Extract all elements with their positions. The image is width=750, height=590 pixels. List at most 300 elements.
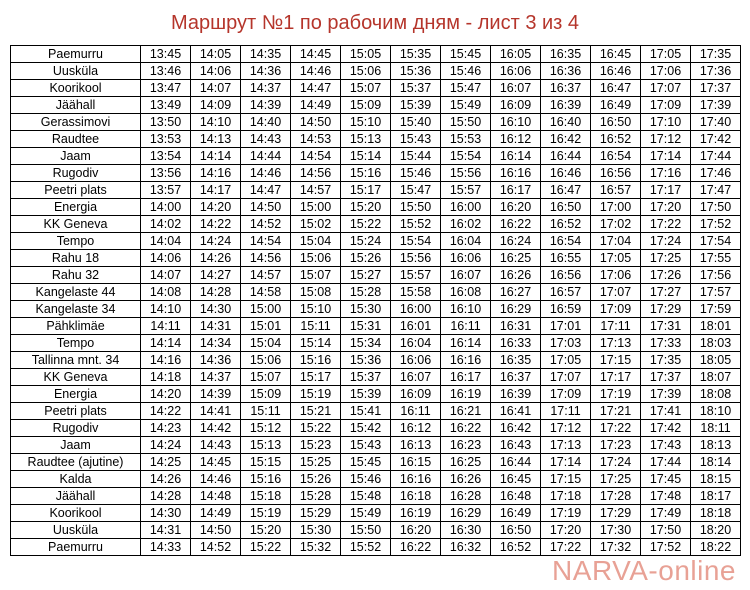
departure-time-cell: 17:46 [691, 165, 741, 182]
stop-name-cell: Peetri plats [11, 403, 141, 420]
departure-time-cell: 15:47 [441, 80, 491, 97]
departure-time-cell: 16:09 [391, 386, 441, 403]
watermark-part1: NARVA- [552, 555, 659, 586]
table-row [11, 369, 741, 386]
departure-time-cell: 14:40 [241, 114, 291, 131]
departure-time-cell: 14:28 [191, 284, 241, 301]
stop-name-cell: Paemurru [11, 46, 141, 63]
table-row [11, 488, 741, 505]
departure-time-cell: 15:56 [441, 165, 491, 182]
departure-time-cell: 14:43 [191, 437, 241, 454]
departure-time-cell: 16:20 [491, 199, 541, 216]
departure-time-cell: 15:41 [341, 403, 391, 420]
departure-time-cell: 14:46 [291, 63, 341, 80]
departure-time-cell: 16:31 [491, 318, 541, 335]
departure-time-cell: 17:19 [591, 386, 641, 403]
table-row [11, 522, 741, 539]
departure-time-cell: 17:33 [641, 335, 691, 352]
table-row [11, 318, 741, 335]
departure-time-cell: 15:16 [341, 165, 391, 182]
departure-time-cell: 13:45 [141, 46, 191, 63]
departure-time-cell: 14:50 [291, 114, 341, 131]
departure-time-cell: 13:49 [141, 97, 191, 114]
departure-time-cell: 16:15 [391, 454, 441, 471]
departure-time-cell: 15:53 [441, 131, 491, 148]
departure-time-cell: 14:08 [141, 284, 191, 301]
departure-time-cell: 17:47 [691, 182, 741, 199]
departure-time-cell: 16:16 [391, 471, 441, 488]
departure-time-cell: 15:34 [341, 335, 391, 352]
departure-time-cell: 16:27 [491, 284, 541, 301]
departure-time-cell: 16:49 [491, 505, 541, 522]
departure-time-cell: 15:06 [341, 63, 391, 80]
departure-time-cell: 17:07 [541, 369, 591, 386]
departure-time-cell: 15:06 [241, 352, 291, 369]
departure-time-cell: 17:12 [541, 420, 591, 437]
departure-time-cell: 14:52 [191, 539, 241, 556]
departure-time-cell: 16:22 [491, 216, 541, 233]
departure-time-cell: 15:54 [391, 233, 441, 250]
departure-time-cell: 13:54 [141, 148, 191, 165]
departure-time-cell: 15:26 [341, 250, 391, 267]
departure-time-cell: 16:45 [491, 471, 541, 488]
departure-time-cell: 18:22 [691, 539, 741, 556]
departure-time-cell: 17:17 [591, 369, 641, 386]
departure-time-cell: 15:22 [291, 420, 341, 437]
table-row [11, 165, 741, 182]
departure-time-cell: 16:28 [441, 488, 491, 505]
departure-time-cell: 17:35 [641, 352, 691, 369]
table-row [11, 471, 741, 488]
departure-time-cell: 15:32 [291, 539, 341, 556]
departure-time-cell: 14:42 [191, 420, 241, 437]
stop-name-cell: Jäähall [11, 488, 141, 505]
departure-time-cell: 14:33 [141, 539, 191, 556]
departure-time-cell: 15:52 [391, 216, 441, 233]
stop-name-cell: Kangelaste 44 [11, 284, 141, 301]
table-row [11, 420, 741, 437]
departure-time-cell: 16:49 [591, 97, 641, 114]
departure-time-cell: 15:39 [391, 97, 441, 114]
departure-time-cell: 15:49 [341, 505, 391, 522]
departure-time-cell: 17:11 [541, 403, 591, 420]
departure-time-cell: 14:04 [141, 233, 191, 250]
departure-time-cell: 16:22 [391, 539, 441, 556]
departure-time-cell: 17:24 [591, 454, 641, 471]
departure-time-cell: 17:19 [541, 505, 591, 522]
departure-time-cell: 15:17 [291, 369, 341, 386]
departure-time-cell: 17:24 [641, 233, 691, 250]
departure-time-cell: 16:06 [491, 63, 541, 80]
departure-time-cell: 16:17 [491, 182, 541, 199]
departure-time-cell: 15:04 [291, 233, 341, 250]
departure-time-cell: 16:00 [441, 199, 491, 216]
stop-name-cell: Peetri plats [11, 182, 141, 199]
departure-time-cell: 17:07 [591, 284, 641, 301]
departure-time-cell: 17:09 [591, 301, 641, 318]
departure-time-cell: 15:44 [391, 148, 441, 165]
departure-time-cell: 17:28 [591, 488, 641, 505]
departure-time-cell: 14:50 [241, 199, 291, 216]
departure-time-cell: 17:45 [641, 471, 691, 488]
departure-time-cell: 15:16 [241, 471, 291, 488]
departure-time-cell: 14:36 [191, 352, 241, 369]
departure-time-cell: 15:20 [341, 199, 391, 216]
departure-time-cell: 16:52 [541, 216, 591, 233]
departure-time-cell: 16:11 [391, 403, 441, 420]
departure-time-cell: 14:45 [191, 454, 241, 471]
departure-time-cell: 15:06 [291, 250, 341, 267]
departure-time-cell: 15:28 [291, 488, 341, 505]
departure-time-cell: 14:17 [191, 182, 241, 199]
departure-time-cell: 14:06 [191, 63, 241, 80]
departure-time-cell: 14:14 [141, 335, 191, 352]
departure-time-cell: 16:29 [441, 505, 491, 522]
departure-time-cell: 17:18 [541, 488, 591, 505]
departure-time-cell: 17:22 [591, 420, 641, 437]
departure-time-cell: 14:05 [191, 46, 241, 63]
departure-time-cell: 17:00 [591, 199, 641, 216]
departure-time-cell: 17:29 [591, 505, 641, 522]
departure-time-cell: 18:17 [691, 488, 741, 505]
departure-time-cell: 13:53 [141, 131, 191, 148]
departure-time-cell: 14:16 [191, 165, 241, 182]
departure-time-cell: 15:23 [291, 437, 341, 454]
departure-time-cell: 15:14 [291, 335, 341, 352]
departure-time-cell: 17:48 [641, 488, 691, 505]
departure-time-cell: 16:40 [541, 114, 591, 131]
departure-time-cell: 17:05 [591, 250, 641, 267]
table-row [11, 199, 741, 216]
table-row [11, 216, 741, 233]
departure-time-cell: 15:36 [391, 63, 441, 80]
departure-time-cell: 17:26 [641, 267, 691, 284]
departure-time-cell: 17:22 [541, 539, 591, 556]
departure-time-cell: 17:09 [541, 386, 591, 403]
departure-time-cell: 17:02 [591, 216, 641, 233]
departure-time-cell: 14:10 [141, 301, 191, 318]
departure-time-cell: 16:07 [491, 80, 541, 97]
departure-time-cell: 16:33 [491, 335, 541, 352]
departure-time-cell: 16:12 [491, 131, 541, 148]
departure-time-cell: 18:20 [691, 522, 741, 539]
stop-name-cell: Kangelaste 34 [11, 301, 141, 318]
departure-time-cell: 14:24 [141, 437, 191, 454]
departure-time-cell: 16:43 [491, 437, 541, 454]
watermark-logo [552, 556, 736, 586]
departure-time-cell: 15:24 [341, 233, 391, 250]
departure-time-cell: 15:37 [341, 369, 391, 386]
table-row [11, 63, 741, 80]
stop-name-cell: Paemurru [11, 539, 141, 556]
table-row [11, 505, 741, 522]
departure-time-cell: 18:08 [691, 386, 741, 403]
departure-time-cell: 17:43 [641, 437, 691, 454]
departure-time-cell: 16:52 [491, 539, 541, 556]
departure-time-cell: 15:05 [341, 46, 391, 63]
departure-time-cell: 16:47 [541, 182, 591, 199]
table-row [11, 403, 741, 420]
departure-time-cell: 16:06 [391, 352, 441, 369]
departure-time-cell: 17:25 [591, 471, 641, 488]
departure-time-cell: 15:27 [341, 267, 391, 284]
schedule-table [10, 45, 741, 556]
departure-time-cell: 16:48 [491, 488, 541, 505]
departure-time-cell: 15:17 [341, 182, 391, 199]
table-row [11, 131, 741, 148]
departure-time-cell: 14:22 [191, 216, 241, 233]
departure-time-cell: 16:07 [391, 369, 441, 386]
departure-time-cell: 17:14 [541, 454, 591, 471]
departure-time-cell: 17:05 [641, 46, 691, 63]
departure-time-cell: 17:04 [591, 233, 641, 250]
departure-time-cell: 16:50 [541, 199, 591, 216]
departure-time-cell: 16:08 [441, 284, 491, 301]
departure-time-cell: 17:52 [691, 216, 741, 233]
departure-time-cell: 18:07 [691, 369, 741, 386]
departure-time-cell: 15:19 [241, 505, 291, 522]
departure-time-cell: 16:32 [441, 539, 491, 556]
departure-time-cell: 15:39 [341, 386, 391, 403]
departure-time-cell: 14:27 [191, 267, 241, 284]
departure-time-cell: 16:05 [491, 46, 541, 63]
stop-name-cell: Kalda [11, 471, 141, 488]
departure-time-cell: 17:39 [691, 97, 741, 114]
table-row [11, 233, 741, 250]
departure-time-cell: 14:39 [191, 386, 241, 403]
departure-time-cell: 17:30 [591, 522, 641, 539]
departure-time-cell: 15:57 [391, 267, 441, 284]
departure-time-cell: 16:50 [591, 114, 641, 131]
table-row [11, 267, 741, 284]
departure-time-cell: 14:41 [191, 403, 241, 420]
departure-time-cell: 17:32 [591, 539, 641, 556]
departure-time-cell: 15:09 [241, 386, 291, 403]
table-row [11, 97, 741, 114]
departure-time-cell: 17:37 [691, 80, 741, 97]
departure-time-cell: 17:49 [641, 505, 691, 522]
stop-name-cell: Jäähall [11, 97, 141, 114]
departure-time-cell: 14:00 [141, 199, 191, 216]
table-row [11, 454, 741, 471]
stop-name-cell: Tallinna mnt. 34 [11, 352, 141, 369]
departure-time-cell: 17:39 [641, 386, 691, 403]
departure-time-cell: 16:12 [391, 420, 441, 437]
departure-time-cell: 14:06 [141, 250, 191, 267]
stop-name-cell: KK Geneva [11, 369, 141, 386]
departure-time-cell: 14:56 [291, 165, 341, 182]
departure-time-cell: 14:13 [191, 131, 241, 148]
departure-time-cell: 16:50 [491, 522, 541, 539]
departure-time-cell: 15:46 [391, 165, 441, 182]
departure-time-cell: 14:22 [141, 403, 191, 420]
departure-time-cell: 14:31 [141, 522, 191, 539]
departure-time-cell: 16:10 [491, 114, 541, 131]
stop-name-cell: Rugodiv [11, 165, 141, 182]
departure-time-cell: 15:20 [241, 522, 291, 539]
departure-time-cell: 15:28 [341, 284, 391, 301]
departure-time-cell: 16:19 [391, 505, 441, 522]
departure-time-cell: 14:28 [141, 488, 191, 505]
departure-time-cell: 16:57 [541, 284, 591, 301]
stop-name-cell: Energia [11, 386, 141, 403]
departure-time-cell: 16:17 [441, 369, 491, 386]
departure-time-cell: 15:26 [291, 471, 341, 488]
departure-time-cell: 17:42 [691, 131, 741, 148]
departure-time-cell: 18:03 [691, 335, 741, 352]
departure-time-cell: 16:09 [491, 97, 541, 114]
departure-time-cell: 14:25 [141, 454, 191, 471]
departure-time-cell: 17:42 [641, 420, 691, 437]
page-title: Маршрут №1 по рабочим дням - лист 3 из 4 [170, 12, 580, 34]
departure-time-cell: 15:56 [391, 250, 441, 267]
departure-time-cell: 14:20 [141, 386, 191, 403]
stop-name-cell: Koorikool [11, 505, 141, 522]
departure-time-cell: 18:15 [691, 471, 741, 488]
table-row [11, 80, 741, 97]
departure-time-cell: 17:01 [541, 318, 591, 335]
departure-time-cell: 16:24 [491, 233, 541, 250]
departure-time-cell: 16:04 [441, 233, 491, 250]
departure-time-cell: 15:50 [341, 522, 391, 539]
departure-time-cell: 16:25 [491, 250, 541, 267]
departure-time-cell: 14:26 [141, 471, 191, 488]
departure-time-cell: 15:29 [291, 505, 341, 522]
schedule-body [11, 46, 741, 556]
departure-time-cell: 17:50 [691, 199, 741, 216]
departure-time-cell: 14:14 [191, 148, 241, 165]
departure-time-cell: 15:37 [391, 80, 441, 97]
departure-time-cell: 15:21 [291, 403, 341, 420]
departure-time-cell: 14:30 [141, 505, 191, 522]
departure-time-cell: 17:11 [591, 318, 641, 335]
departure-time-cell: 16:37 [491, 369, 541, 386]
departure-time-cell: 16:36 [541, 63, 591, 80]
departure-time-cell: 17:37 [641, 369, 691, 386]
departure-time-cell: 14:47 [241, 182, 291, 199]
departure-time-cell: 15:50 [391, 199, 441, 216]
departure-time-cell: 16:57 [591, 182, 641, 199]
departure-time-cell: 15:43 [341, 437, 391, 454]
departure-time-cell: 17:06 [591, 267, 641, 284]
departure-time-cell: 16:20 [391, 522, 441, 539]
departure-time-cell: 14:20 [191, 199, 241, 216]
table-row [11, 301, 741, 318]
departure-time-cell: 17:12 [641, 131, 691, 148]
departure-time-cell: 16:14 [441, 335, 491, 352]
departure-time-cell: 17:22 [641, 216, 691, 233]
departure-time-cell: 15:45 [341, 454, 391, 471]
departure-time-cell: 17:50 [641, 522, 691, 539]
departure-time-cell: 14:49 [191, 505, 241, 522]
stop-name-cell: Raudtee (ajutine) [11, 454, 141, 471]
departure-time-cell: 15:22 [341, 216, 391, 233]
departure-time-cell: 13:50 [141, 114, 191, 131]
departure-time-cell: 15:12 [241, 420, 291, 437]
departure-time-cell: 17:03 [541, 335, 591, 352]
departure-time-cell: 16:23 [441, 437, 491, 454]
departure-time-cell: 15:36 [341, 352, 391, 369]
departure-time-cell: 14:30 [191, 301, 241, 318]
departure-time-cell: 16:47 [591, 80, 641, 97]
departure-time-cell: 18:05 [691, 352, 741, 369]
departure-time-cell: 16:10 [441, 301, 491, 318]
departure-time-cell: 17:05 [541, 352, 591, 369]
departure-time-cell: 18:11 [691, 420, 741, 437]
table-row [11, 539, 741, 556]
stop-name-cell: Rugodiv [11, 420, 141, 437]
departure-time-cell: 14:37 [191, 369, 241, 386]
departure-time-cell: 15:15 [241, 454, 291, 471]
departure-time-cell: 18:13 [691, 437, 741, 454]
departure-time-cell: 17:57 [691, 284, 741, 301]
departure-time-cell: 15:04 [241, 335, 291, 352]
departure-time-cell: 16:54 [591, 148, 641, 165]
departure-time-cell: 16:18 [391, 488, 441, 505]
departure-time-cell: 15:09 [341, 97, 391, 114]
departure-time-cell: 17:31 [641, 318, 691, 335]
departure-time-cell: 17:15 [541, 471, 591, 488]
departure-time-cell: 15:47 [391, 182, 441, 199]
departure-time-cell: 17:10 [641, 114, 691, 131]
departure-time-cell: 14:09 [191, 97, 241, 114]
departure-time-cell: 15:50 [441, 114, 491, 131]
departure-time-cell: 15:02 [291, 216, 341, 233]
departure-time-cell: 14:39 [241, 97, 291, 114]
departure-time-cell: 14:46 [191, 471, 241, 488]
departure-time-cell: 17:14 [641, 148, 691, 165]
departure-time-cell: 16:00 [391, 301, 441, 318]
departure-time-cell: 14:46 [241, 165, 291, 182]
departure-time-cell: 14:50 [191, 522, 241, 539]
departure-time-cell: 16:35 [491, 352, 541, 369]
stop-name-cell: Koorikool [11, 80, 141, 97]
departure-time-cell: 14:23 [141, 420, 191, 437]
departure-time-cell: 15:46 [441, 63, 491, 80]
departure-time-cell: 14:11 [141, 318, 191, 335]
stop-name-cell: Uusküla [11, 63, 141, 80]
departure-time-cell: 15:08 [291, 284, 341, 301]
departure-time-cell: 17:17 [641, 182, 691, 199]
departure-time-cell: 17:13 [541, 437, 591, 454]
departure-time-cell: 15:00 [291, 199, 341, 216]
departure-time-cell: 16:04 [391, 335, 441, 352]
departure-time-cell: 14:26 [191, 250, 241, 267]
stop-name-cell: Uusküla [11, 522, 141, 539]
departure-time-cell: 16:29 [491, 301, 541, 318]
departure-time-cell: 15:43 [391, 131, 441, 148]
departure-time-cell: 14:34 [191, 335, 241, 352]
departure-time-cell: 16:14 [491, 148, 541, 165]
departure-time-cell: 16:46 [591, 63, 641, 80]
departure-time-cell: 15:35 [391, 46, 441, 63]
departure-time-cell: 16:45 [591, 46, 641, 63]
departure-time-cell: 16:02 [441, 216, 491, 233]
departure-time-cell: 14:47 [291, 80, 341, 97]
departure-time-cell: 16:11 [441, 318, 491, 335]
departure-time-cell: 16:39 [541, 97, 591, 114]
departure-time-cell: 14:53 [291, 131, 341, 148]
departure-time-cell: 16:01 [391, 318, 441, 335]
departure-time-cell: 17:56 [691, 267, 741, 284]
departure-time-cell: 14:07 [191, 80, 241, 97]
departure-time-cell: 13:57 [141, 182, 191, 199]
departure-time-cell: 16:19 [441, 386, 491, 403]
departure-time-cell: 16:42 [491, 420, 541, 437]
stop-name-cell: Tempo [11, 233, 141, 250]
departure-time-cell: 17:13 [591, 335, 641, 352]
departure-time-cell: 15:22 [241, 539, 291, 556]
